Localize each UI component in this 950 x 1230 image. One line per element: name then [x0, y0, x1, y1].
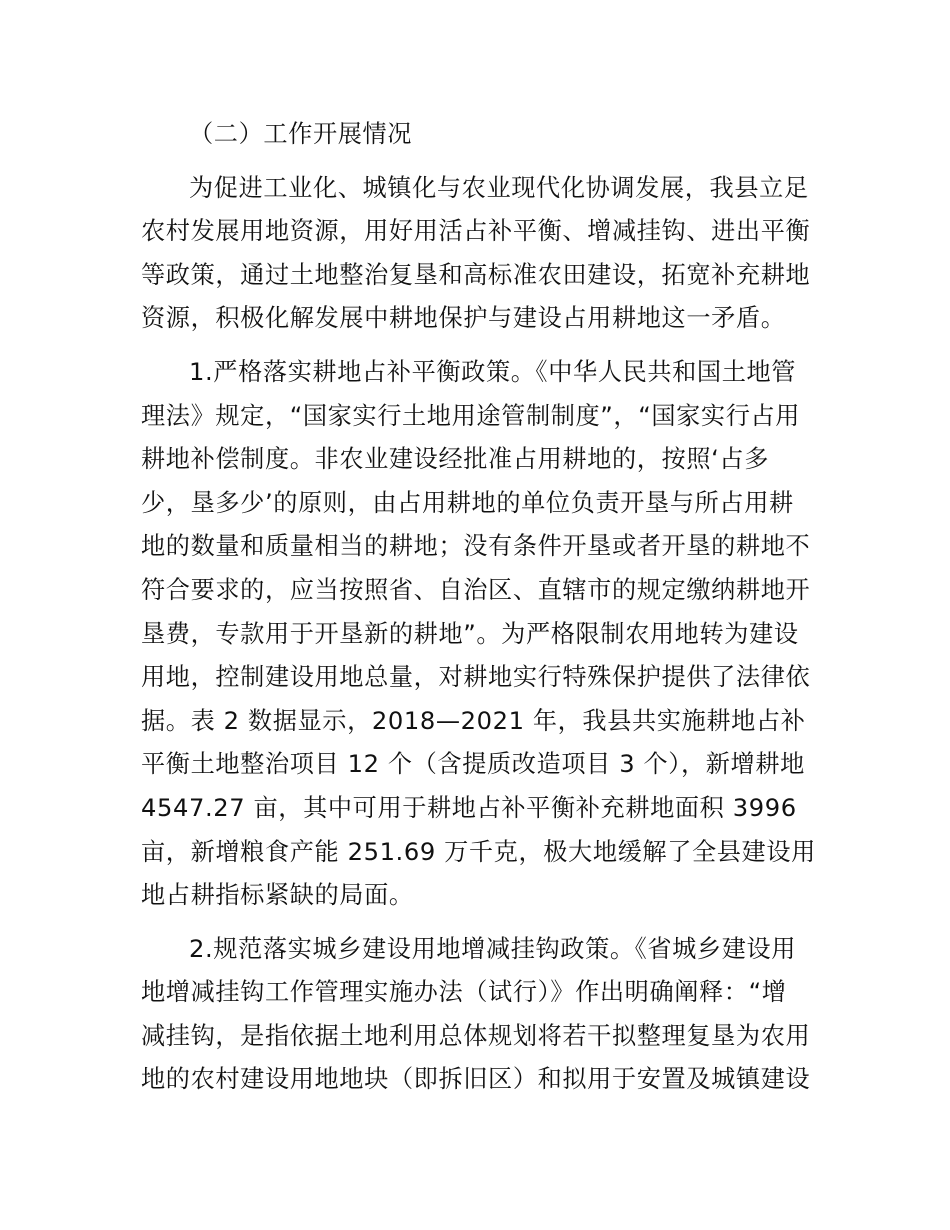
- section-heading: （二）工作开展情况: [189, 120, 413, 148]
- text-line: 用地，控制建设用地总量，对耕地实行特殊保护提供了法律依: [141, 663, 811, 692]
- text-line: 2.规范落实城乡建设用地增减挂钩政策。《省城乡建设用: [189, 934, 797, 963]
- text-line: 农村发展用地资源，用好用活占补平衡、增减挂钩、进出平衡: [141, 217, 811, 246]
- text-line: 耕地补偿制度。非农业建设经批准占用耕地的，按照‘占多: [141, 445, 769, 474]
- text-line: 等政策，通过土地整治复垦和高标准农田建设，拓宽补充耕地: [141, 260, 811, 289]
- text-line: 垦费，专款用于开垦新的耕地”。为严格限制农用地转为建设: [141, 619, 799, 648]
- text-line: 理法》规定，“国家实行土地用途管制制度”，“国家实行占用: [141, 401, 801, 430]
- text-line: 1.严格落实耕地占补平衡政策。《中华人民共和国土地管: [189, 357, 797, 386]
- text-line: 地的数量和质量相当的耕地；没有条件开垦或者开垦的耕地不: [141, 532, 811, 561]
- paragraph-intro: [141, 167, 811, 341]
- text-line: 为促进工业化、城镇化与农业现代化协调发展，我县立足: [189, 173, 809, 202]
- text-line: 地的农村建设用地地块（即拆旧区）和拟用于安置及城镇建设: [141, 1065, 811, 1094]
- text-line: 地占耕指标紧缺的局面。: [141, 881, 414, 910]
- text-line: 少，垦多少’的原则，由占用耕地的单位负责开垦与所占用耕: [141, 488, 794, 517]
- paragraph-item-2: [141, 928, 811, 1102]
- paragraph-item-1: [141, 351, 816, 918]
- document-body: [141, 113, 816, 1102]
- text-line: 据。表 2 数据显示，2018—2021 年，我县共实施耕地占补: [141, 706, 806, 735]
- text-line: 减挂钩，是指依据土地利用总体规划将若干拟整理复垦为农用: [141, 1021, 811, 1050]
- text-line: 地增减挂钩工作管理实施办法（试行）》作出明确阐释：“增: [141, 978, 787, 1007]
- text-line: 平衡土地整治项目 12 个（含提质改造项目 3 个），新增耕地: [141, 750, 805, 779]
- text-line: 符合要求的，应当按照省、自治区、直辖市的规定缴纳耕地开: [141, 575, 811, 604]
- text-line: 资源，积极化解发展中耕地保护与建设占用耕地这一矛盾。: [141, 304, 786, 333]
- text-line: 4547.27 亩，其中可用于耕地占补平衡补充耕地面积 3996: [141, 793, 797, 822]
- text-line: 亩，新增粮食产能 251.69 万千克，极大地缓解了全县建设用: [141, 837, 816, 866]
